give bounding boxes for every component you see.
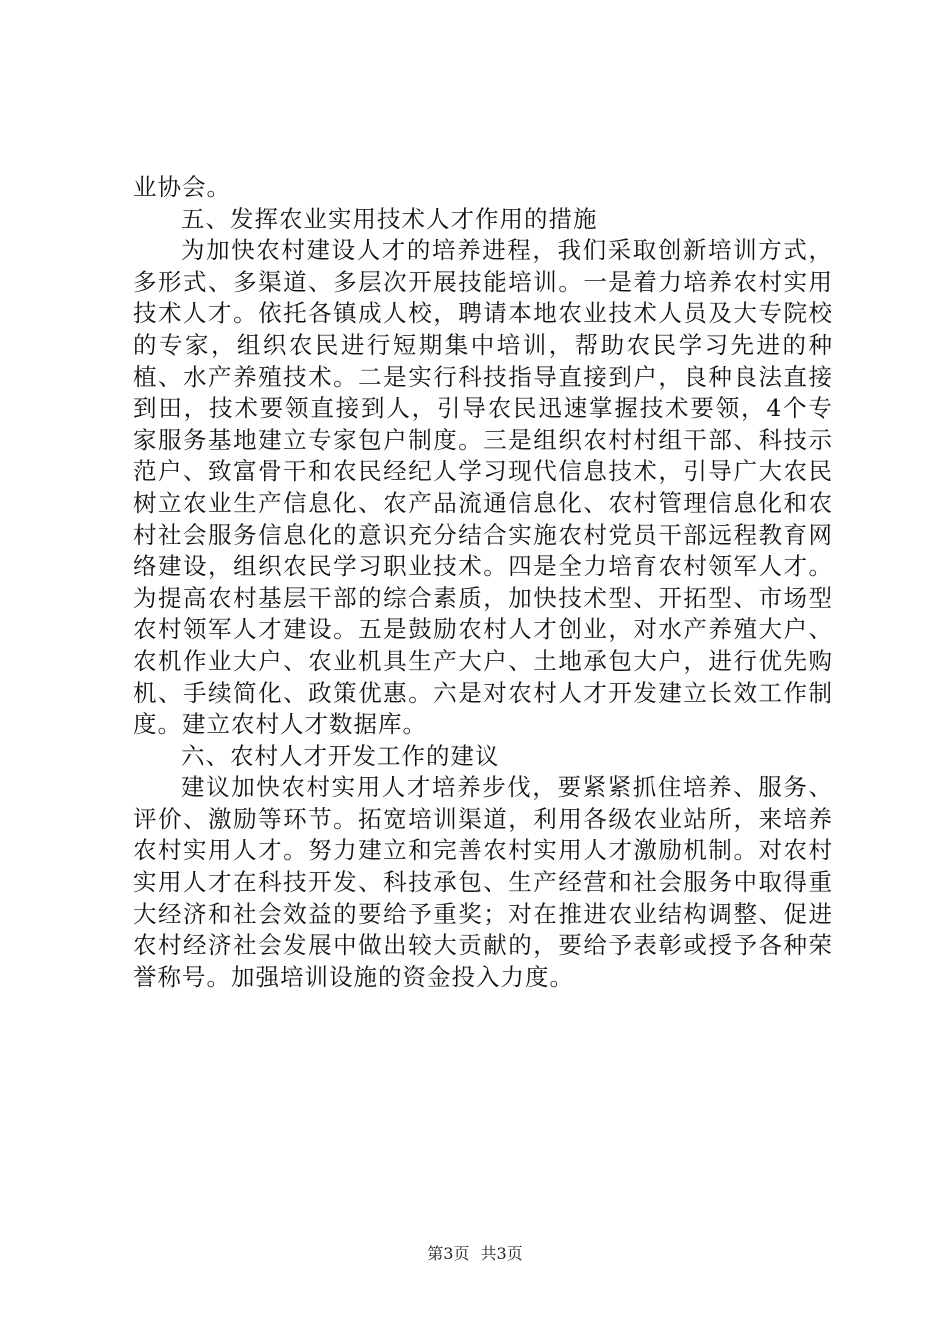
page-footer	[0, 1244, 950, 1264]
paragraph-suggestions: 建议加快农村实用人才培养步伐，要紧紧抓住培养、服务、评价、激励等环节。拓宽培训渠道，利用各级农业站所，来培养农村实用人才。努力建立和完善农村实用人才激励机制。对农村实用人才在科技开发、科技承包、生产经营和社会服务中取得重大经济和社会效益的要给予重奖；对在推进农业结构调整、促进农村经济社会发展中做出较大贡献的，要给予表彰或授予各种荣誉称号。加强培训设施的资金投入力度。	[133, 773, 833, 991]
document-body	[133, 172, 833, 993]
paragraph-continuation: 业协会。	[133, 173, 231, 201]
page-total: 共3页	[480, 1244, 523, 1263]
section-heading-5: 五、发挥农业实用技术人才作用的措施	[181, 204, 598, 233]
page-number: 第3页	[427, 1244, 470, 1263]
section-heading-6: 六、农村人才开发工作的建议	[181, 741, 500, 770]
paragraph-measures: 为加快农村建设人才的培养进程，我们采取创新培训方式，多形式、多渠道、多层次开展技能培训。一是着力培养农村实用技术人才。依托各镇成人校，聘请本地农业技术人员及大专院校的专家，组织农民进行短期集中培训，帮助农民学习先进的种植、水产养殖技术。二是实行科技指导直接到户，良种良法直接到田，技术要领直接到人，引导农民迅速掌握技术要领，4个专家服务基地建立专家包户制度。三是组织农村村组干部、科技示范户、致富骨干和农民经纪人学习现代信息技术，引导广大农民树立农业生产信息化、农产品流通信息化、农村管理信息化和农村社会服务信息化的意识充分结合实施农村党员干部远程教育网络建设，组织农民学习职业技术。四是全力培育农村领军人才。为提高农村基层干部的综合素质，加快技术型、开拓型、市场型农村领军人才建设。五是鼓励农村人才创业，对水产养殖大户、农机作业大户、农业机具生产大户、土地承包大户，进行优先购机、手续简化、政策优惠。六是对农村人才开发建立长效工作制度。建立农村人才数据库。	[133, 236, 833, 739]
